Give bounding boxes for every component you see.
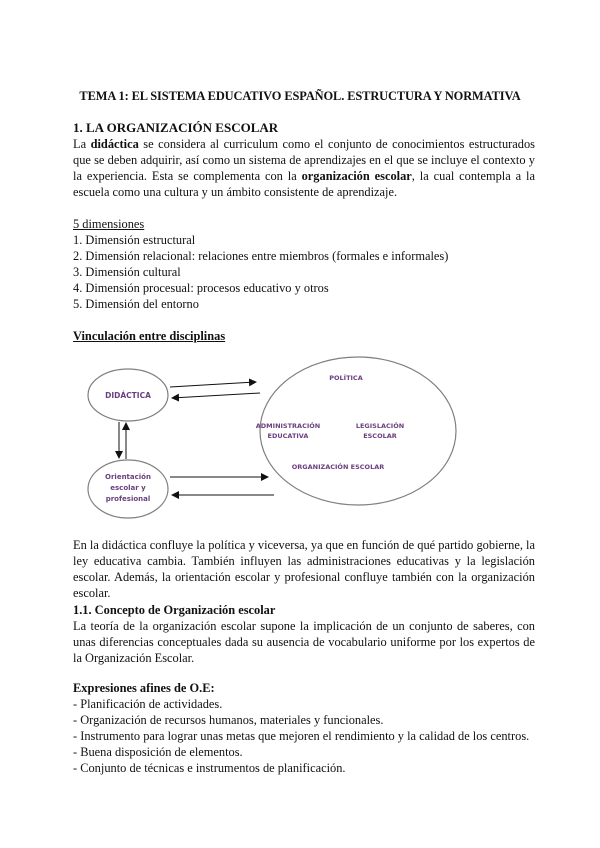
list-item: 5. Dimensión del entorno	[73, 297, 199, 311]
orientacion-label-line1: Orientación	[105, 473, 151, 481]
list-item: 1. Dimensión estructural	[73, 233, 196, 247]
legislacion-label-line2: ESCOLAR	[363, 432, 397, 440]
administracion-label-line1: ADMINISTRACIÓN	[255, 422, 321, 430]
list-item: 3. Dimensión cultural	[73, 265, 181, 279]
didactica-label: DIDÁCTICA	[105, 391, 151, 400]
organizacion-escolar-label: ORGANIZACIÓN ESCOLAR	[291, 463, 385, 471]
section-organizacion-escolar	[73, 120, 535, 200]
arrow-circle-to-didactica	[172, 393, 260, 398]
administracion-label-line2: EDUCATIVA	[267, 432, 309, 440]
concepto-paragraph: La teoría de la organización escolar supone la implicación de un conjunto de saberes, con unas diferencias conceptuales dada su ausencia de vocabulario uniforme por los expertos de la Organización Escolar.	[73, 619, 535, 665]
vinculacion-heading-block	[73, 328, 535, 344]
list-item: - Planificación de actividades.	[73, 697, 223, 711]
expresiones-section	[73, 680, 535, 776]
orientacion-label-line2: escolar y	[110, 484, 146, 492]
list-item: - Conjunto de técnicas e instrumentos de planificación.	[73, 761, 346, 775]
vinculacion-paragraph: En la didáctica confluye la política y viceversa, ya que en función de qué partido gobierne, la ley educativa cambia. También influyen las administraciones educativas y la legislación escolar. Además, la orientación escolar y profesional confluye también con la organización escolar.	[73, 538, 535, 600]
intro-paragraph: La didáctica se considera al curriculum como el conjunto de conocimientos estructurados que se deben adquirir, así como un sistema de aprendizajes en el que se incluye el contexto y la experiencia. Esta se complementa con la organización escolar, la cual contempla a la escuela como una cultura y un ámbito consistente de aprendizaje.	[73, 137, 535, 199]
concepto-heading: 1.1. Concepto de Organización escolar	[73, 603, 276, 617]
list-item: - Instrumento para lograr unas metas que mejoren el rendimiento y la calidad de los centros. - Buena disposición de elementos.	[73, 729, 530, 759]
list-item: - Organización de recursos humanos, materiales y funcionales.	[73, 713, 384, 727]
vinculacion-heading: Vinculación entre disciplinas	[73, 329, 226, 343]
document-title: TEMA 1: EL SISTEMA EDUCATIVO ESPAÑOL. ESTRUCTURA Y NORMATIVA	[79, 89, 521, 103]
legislacion-label-line1: LEGISLACIÓN	[355, 422, 405, 430]
list-item: 2. Dimensión relacional: relaciones entre miembros (formales e informales)	[73, 249, 449, 263]
arrow-didactica-to-circle	[170, 382, 256, 387]
section-heading: 1. LA ORGANIZACIÓN ESCOLAR	[73, 120, 279, 135]
list-item: 4. Dimensión procesual: procesos educativo y otros	[73, 281, 329, 295]
dimensions-list	[73, 216, 535, 312]
expresiones-heading: Expresiones afines de O.E:	[73, 681, 215, 695]
concepto-section	[73, 602, 535, 666]
orientacion-label-line3: profesional	[105, 495, 151, 503]
disciplines-diagram	[78, 355, 458, 525]
politica-label: POLÍTICA	[329, 374, 363, 382]
dimensions-title: 5 dimensiones	[73, 217, 145, 231]
